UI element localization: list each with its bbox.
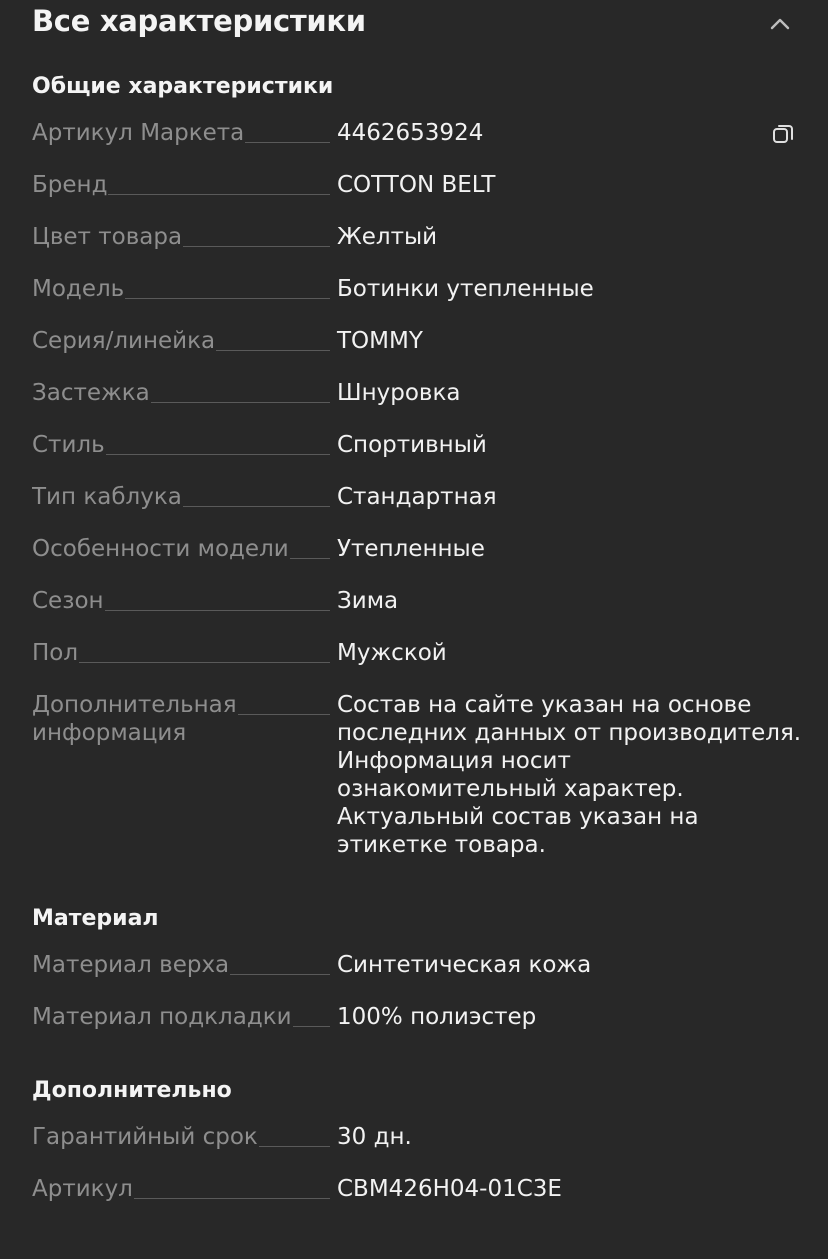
spec-label: Гарантийный срок xyxy=(32,1124,258,1150)
value-line: Информация носит xyxy=(337,748,571,774)
spec-value: CBM426H04-01C3E xyxy=(337,1176,562,1202)
spec-label: Бренд xyxy=(32,172,108,198)
spec-label: Материал подкладки xyxy=(32,1004,292,1030)
value-line: последних данных от производителя. xyxy=(337,720,802,746)
spec-label: Стиль xyxy=(32,432,105,458)
spec-value: Синтетическая кожа xyxy=(337,952,592,978)
spec-value[interactable]: 4462653924 xyxy=(337,120,484,146)
value-line: этикетке товара. xyxy=(337,832,546,858)
spec-label: Сезон xyxy=(32,588,104,614)
spec-value: COTTON BELT xyxy=(337,172,496,198)
spec-label: Материал верха xyxy=(32,952,230,978)
spec-value: Утепленные xyxy=(337,536,485,562)
chevron-up-icon xyxy=(769,17,791,31)
header xyxy=(0,0,828,48)
page-title: Все характеристики xyxy=(32,4,366,38)
spec-label: Модель xyxy=(32,276,125,302)
value-line: Состав на сайте указан на основе xyxy=(337,692,752,718)
spec-label: Тип каблука xyxy=(32,484,182,510)
section-title-additional: Дополнительно xyxy=(32,1078,232,1103)
spec-value: Шнуровка xyxy=(337,380,461,406)
spec-value: Ботинки утепленные xyxy=(337,276,594,302)
spec-label: Цвет товара xyxy=(32,224,183,250)
copy-button[interactable] xyxy=(770,121,796,147)
spec-label: Застежка xyxy=(32,380,150,406)
spec-label: Дополнительная информация xyxy=(32,692,237,746)
spec-label: Серия/линейка xyxy=(32,328,216,354)
value-line: Актуальный состав указан на xyxy=(337,804,699,830)
section-title-material: Материал xyxy=(32,906,159,931)
spec-label: Артикул Маркета xyxy=(32,120,245,146)
spec-label: Особенности модели xyxy=(32,536,289,562)
spec-value: Стандартная xyxy=(337,484,497,510)
spec-value: 30 дн. xyxy=(337,1124,412,1150)
collapse-button[interactable] xyxy=(762,6,798,42)
spec-value: Желтый xyxy=(337,224,438,250)
spec-value xyxy=(337,691,807,859)
spec-label: Пол xyxy=(32,640,79,666)
section-title-general: Общие характеристики xyxy=(32,74,334,99)
copy-icon xyxy=(770,121,796,147)
spec-value: Спортивный xyxy=(337,432,487,458)
spec-value: 100% полиэстер xyxy=(337,1004,537,1030)
spec-value: Зима xyxy=(337,588,399,614)
value-line: ознакомительный характер. xyxy=(337,776,684,802)
spec-value: Мужской xyxy=(337,640,447,666)
spec-value: TOMMY xyxy=(337,328,423,354)
spec-label: Артикул xyxy=(32,1176,133,1202)
